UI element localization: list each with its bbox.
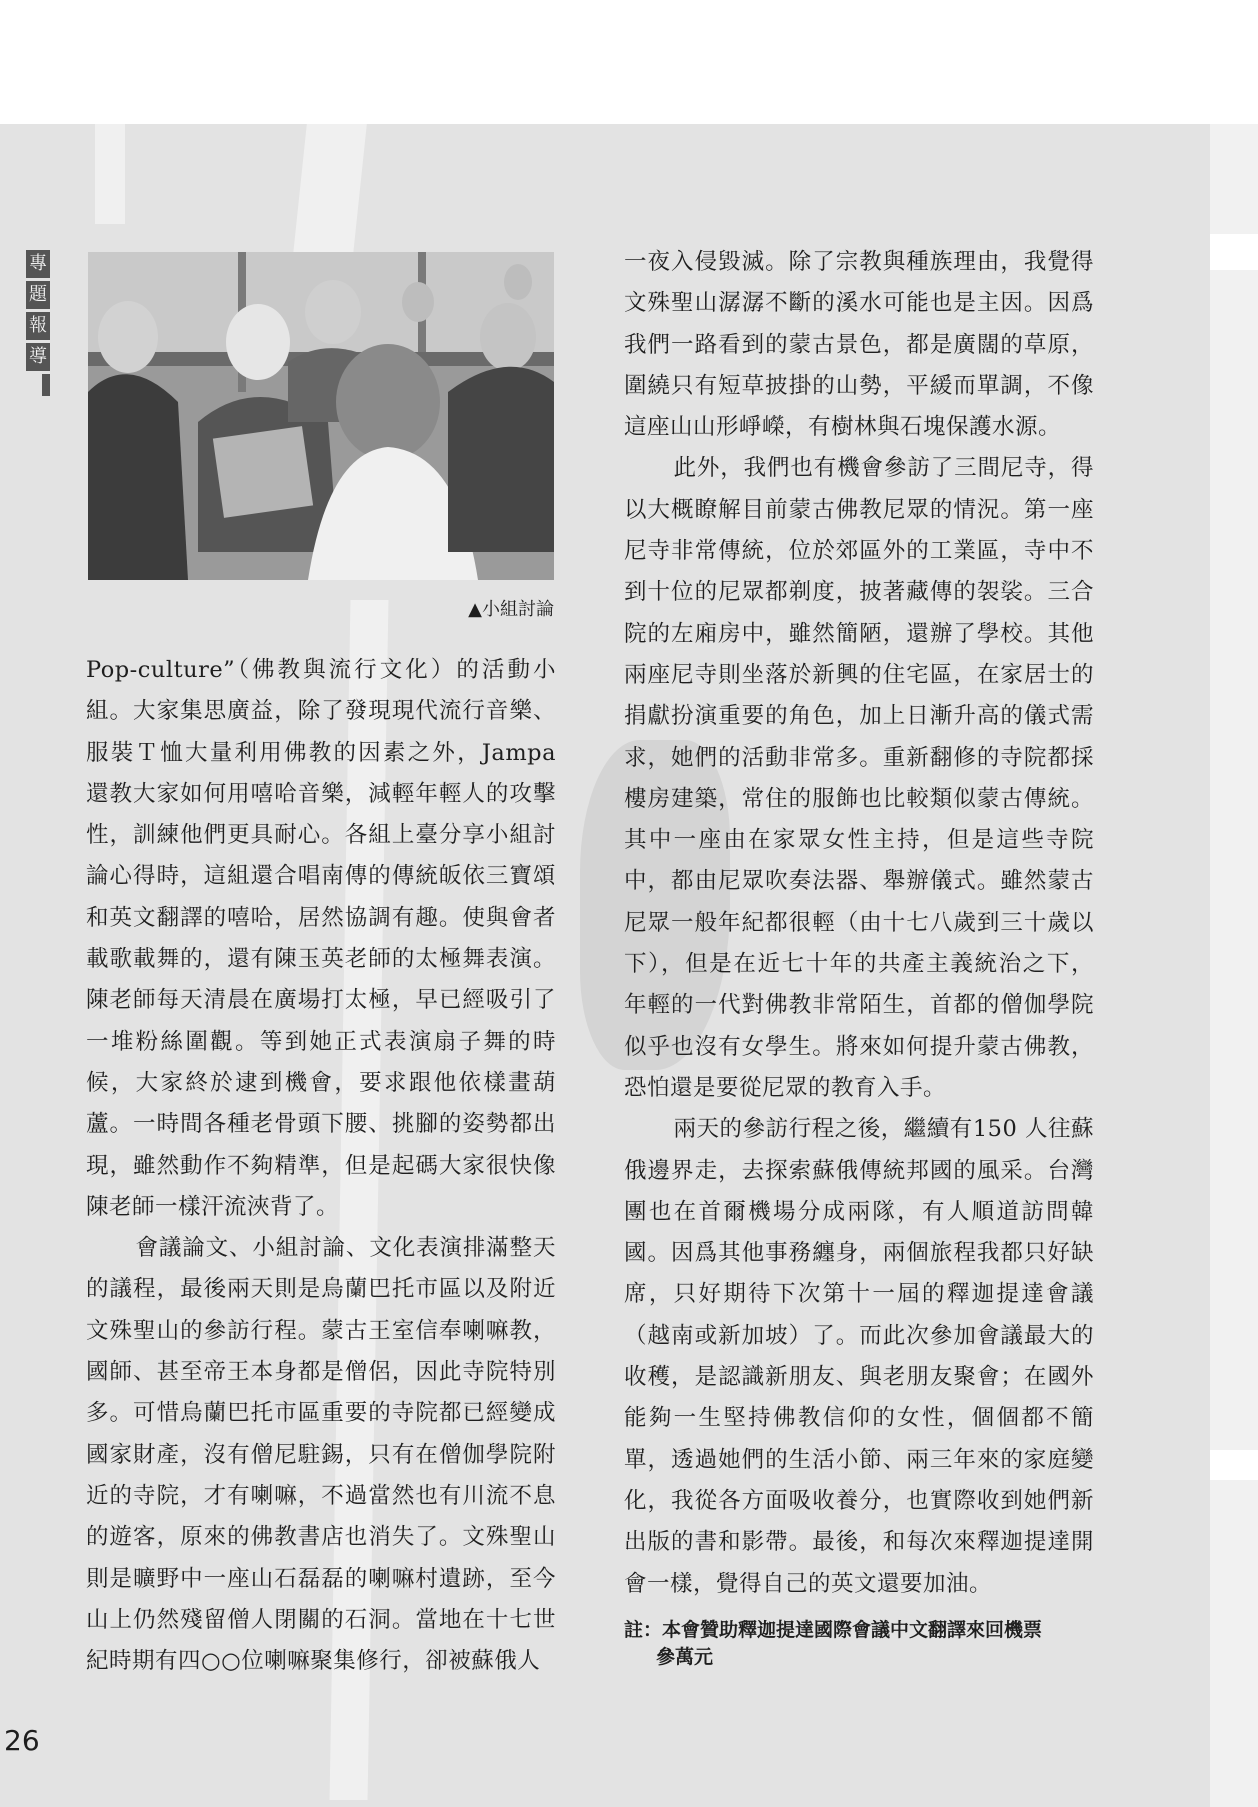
footnote-text-continued: 參萬元 bbox=[656, 1646, 714, 1668]
brush-stroke-decoration bbox=[95, 124, 125, 224]
paragraph: 兩天的參訪行程之後，繼續有150 人往蘇俄邊界走，去探索蘇俄傳統邦國的風采。台灣團也在首爾機場分成兩隊，有人順道訪問韓國。因爲其他事務纏身，兩個旅程我都只好缺席，只好期待下次第十一屆的釋迦提達會議（越南或新加坡）了。而此次參加會議最大的收穫，是認識新朋友、與老朋友聚會；在國外能夠一生堅持佛教信仰的女性，個個都不簡單，透過她們的生活小節、兩三年來的家庭變化，我從各方面吸收養分，也實際收到她們新出版的書和影帶。最後，和每次來釋迦提達開會一樣，覺得自己的英文還要加油。 bbox=[624, 1116, 1094, 1597]
footnote-text: 本會贊助釋迦提達國際會議中文翻譯來回機票 bbox=[662, 1619, 1043, 1641]
footnote bbox=[624, 1617, 1094, 1671]
photo-illustration bbox=[88, 252, 554, 580]
paragraph: 一夜入侵毀滅。除了宗教與種族理由，我覺得文殊聖山潺潺不斷的溪水可能也是主因。因爲我們一路看到的蒙古景色，都是廣闊的草原，圍繞只有短草披掛的山勢，平緩而單調，不像這座山山形崢嶸，有樹林與石塊保護水源。 bbox=[624, 249, 1094, 441]
page-number: 26 bbox=[4, 1724, 40, 1757]
paragraph: Pop-culture”（佛教與流行文化）的活動小組。大家集思廣益，除了發現現代流行音樂、服裝Ｔ恤大量利用佛教的因素之外，Jampa 還教大家如何用嘻哈音樂，減輕年輕人的攻擊性，訓練他們更具耐心。各組上臺分享小組討論心得時，這組還合唱南傳的傳統皈依三寶頌和英文翻譯的嘻哈，居然協調有趣。使與會者載歌載舞的，還有陳玉英老師的太極舞表演。陳老師每天清晨在廣場打太極，早已經吸引了一堆粉絲圍觀。等到她正式表演扇子舞的時候，大家終於逮到機會，要求跟他依樣畫葫蘆。一時間各種老骨頭下腰、挑腳的姿勢都出現，雖然動作不夠精準，但是起碼大家很快像陳老師一樣汗流浹背了。 bbox=[86, 657, 556, 1220]
section-tag-char: 導 bbox=[26, 343, 50, 371]
section-tag-char: 題 bbox=[26, 281, 50, 309]
article-column-right bbox=[624, 242, 1094, 1605]
paragraph: 會議論文、小組討論、文化表演排滿整天的議程，最後兩天則是烏蘭巴托市區以及附近文殊聖山的參訪行程。蒙古王室信奉喇嘛教，國師、甚至帝王本身都是僧侶，因此寺院特別多。可惜烏蘭巴托市區重要的寺院都已經變成國家財產，沒有僧尼駐錫，只有在僧伽學院附近的寺院，才有喇嘛，不過當然也有川流不息的遊客，原來的佛教書店也消失了。文殊聖山則是曠野中一座山石磊磊的喇嘛村遺跡，至今山上仍然殘留僧人閉關的石洞。當地在十七世紀時期有四○○位喇嘛聚集修行，卻被蘇俄人 bbox=[86, 1235, 556, 1675]
paragraph: 此外，我們也有機會參訪了三間尼寺，得以大概瞭解目前蒙古佛教尼眾的情況。第一座尼寺非常傳統，位於郊區外的工業區，寺中不到十位的尼眾都剃度，披著藏傳的袈裟。三合院的左廂房中，雖然簡陋，還辦了學校。其他兩座尼寺則坐落於新興的住宅區，在家居士的捐獻扮演重要的角色，加上日漸升高的儀式需求，她們的活動非常多。重新翻修的寺院都採樓房建築，常住的服飾也比較類似蒙古傳統。其中一座由在家眾女性主持，但是這些寺院中，都由尼眾吹奏法器、舉辦儀式。雖然蒙古尼眾一般年紀都很輕（由十七八歲到三十歲以下），但是在近七十年的共產主義統治之下，年輕的一代對佛教非常陌生，首都的僧伽學院似乎也沒有女學生。將來如何提升蒙古佛教，恐怕還是要從尼眾的教育入手。 bbox=[624, 455, 1094, 1101]
group-discussion-photo bbox=[88, 252, 554, 580]
section-tag-char: 報 bbox=[26, 312, 50, 340]
page-edge bbox=[1210, 0, 1258, 1807]
article-column-left bbox=[86, 650, 556, 1682]
section-tag bbox=[26, 250, 50, 396]
footnote-label: 註： bbox=[624, 1619, 663, 1641]
section-tag-char: 專 bbox=[26, 250, 50, 278]
photo-caption: ▲小組討論 bbox=[468, 599, 554, 620]
